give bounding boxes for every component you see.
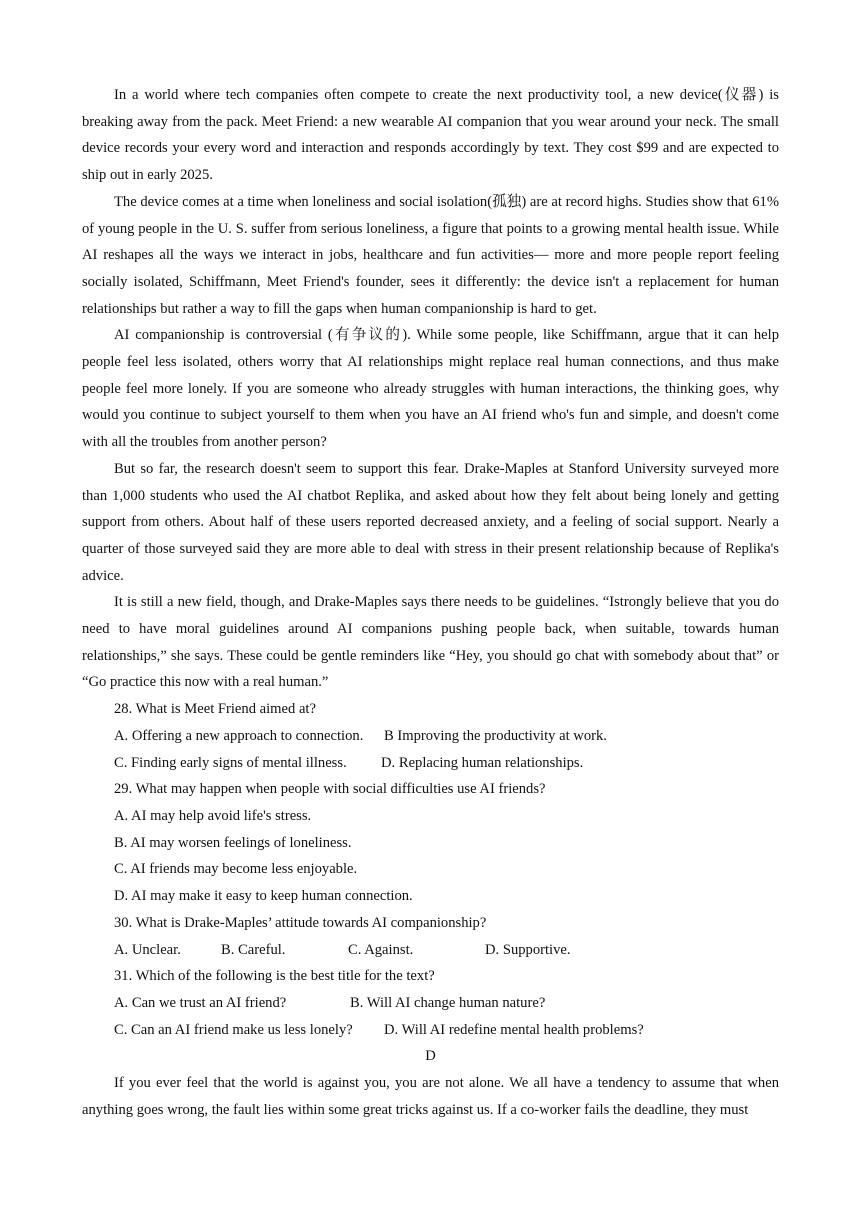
question-28-stem: 28. What is Meet Friend aimed at? (114, 701, 316, 718)
question-31-option-d: D. Will AI redefine mental health problems? (384, 1021, 644, 1038)
question-29-option-a: A. AI may help avoid life's stress. (114, 807, 312, 824)
question-28-option-a: A. Offering a new approach to connection. (114, 727, 364, 744)
question-31-option-b: B. Will AI change human nature? (350, 994, 546, 1011)
passage-paragraph-2: The device comes at a time when loneliness and social isolation(孤独) are at record highs. Studies show that 61% of young people in the U. S. suffer from serious loneliness, a figure that points to a growing mental health issue. While AI reshapes all the ways we interact in jobs, healthcare and fun activities— more and more people report feeling socially isolated, Schiffmann, Meet Friend's founder, sees it differently: the device isn't a replacement for human relationships but rather a way to fill the gaps when human companionship is hard to get. (82, 193, 779, 317)
question-28-options-row-2 (82, 750, 779, 777)
question-30-options-row (82, 937, 779, 964)
passage-paragraph-5: It is still a new field, though, and Drake-Maples says there needs to be guidelines. “Istrongly believe that you do need to have moral guidelines around AI companions pushing people back, when suitable, towards human relationships,” she says. These could be gentle reminders like “Hey, you should go chat with somebody about that” or “Go practice this now with a real human.” (82, 594, 779, 691)
question-30-option-d: D. Supportive. (485, 941, 571, 958)
question-28-option-b: B Improving the productivity at work. (384, 727, 607, 744)
question-31-stem: 31. Which of the following is the best title for the text? (114, 968, 435, 985)
document-page (82, 82, 779, 1123)
question-28-option-c: C. Finding early signs of mental illness. (114, 754, 347, 771)
question-30-option-b: B. Careful. (221, 941, 286, 958)
question-29-option-c: C. AI friends may become less enjoyable. (114, 861, 358, 878)
question-28-option-d: D. Replacing human relationships. (381, 754, 584, 771)
section-d-paragraph: If you ever feel that the world is against you, you are not alone. We all have a tendency to assume that when anything goes wrong, the fault lies within some great tricks against us. If a co-worker fails the deadline, they must (82, 1075, 779, 1118)
question-28-options-row-1 (82, 723, 779, 750)
question-29-option-b: B. AI may worsen feelings of loneliness. (114, 834, 352, 851)
question-31-option-a: A. Can we trust an AI friend? (114, 994, 287, 1011)
section-d-heading: D (425, 1048, 436, 1065)
question-29-stem: 29. What may happen when people with social difficulties use AI friends? (114, 781, 546, 798)
passage-paragraph-3: AI companionship is controversial (有争议的). While some people, like Schiffmann, argue that it can help people feel less isolated, others worry that AI relationships might replace real human connections, and thus make people feel more lonely. If you are someone who already struggles with human interactions, the thinking goes, why would you continue to subject yourself to them when you have an AI friend who's fun and simple, and doesn't come with all the troubles from another person? (82, 327, 779, 451)
question-30-option-c: C. Against. (348, 941, 414, 958)
question-29-option-d: D. AI may make it easy to keep human connection. (114, 888, 413, 905)
question-31-options-row-2 (82, 1017, 779, 1044)
question-30-option-a: A. Unclear. (114, 941, 181, 958)
question-31-option-c: C. Can an AI friend make us less lonely? (114, 1021, 353, 1038)
passage-paragraph-4: But so far, the research doesn't seem to support this fear. Drake-Maples at Stanford University surveyed more than 1,000 students who used the AI chatbot Replika, and asked about how they felt about being lonely and getting support from others. About half of these users reported decreased anxiety, and a feeling of social support. Nearly a quarter of those surveyed said they are more able to deal with stress in their present relationship because of Replika's advice. (82, 460, 779, 584)
passage-paragraph-1: In a world where tech companies often compete to create the next productivity tool, a new device(仪器) is breaking away from the pack. Meet Friend: a new wearable AI companion that you wear around your neck. The small device records your every word and interaction and responds accordingly by text. They cost $99 and are expected to ship out in early 2025. (82, 87, 779, 184)
question-31-options-row-1 (82, 990, 779, 1017)
question-30-stem: 30. What is Drake-Maples’ attitude towards AI companionship? (114, 914, 487, 931)
